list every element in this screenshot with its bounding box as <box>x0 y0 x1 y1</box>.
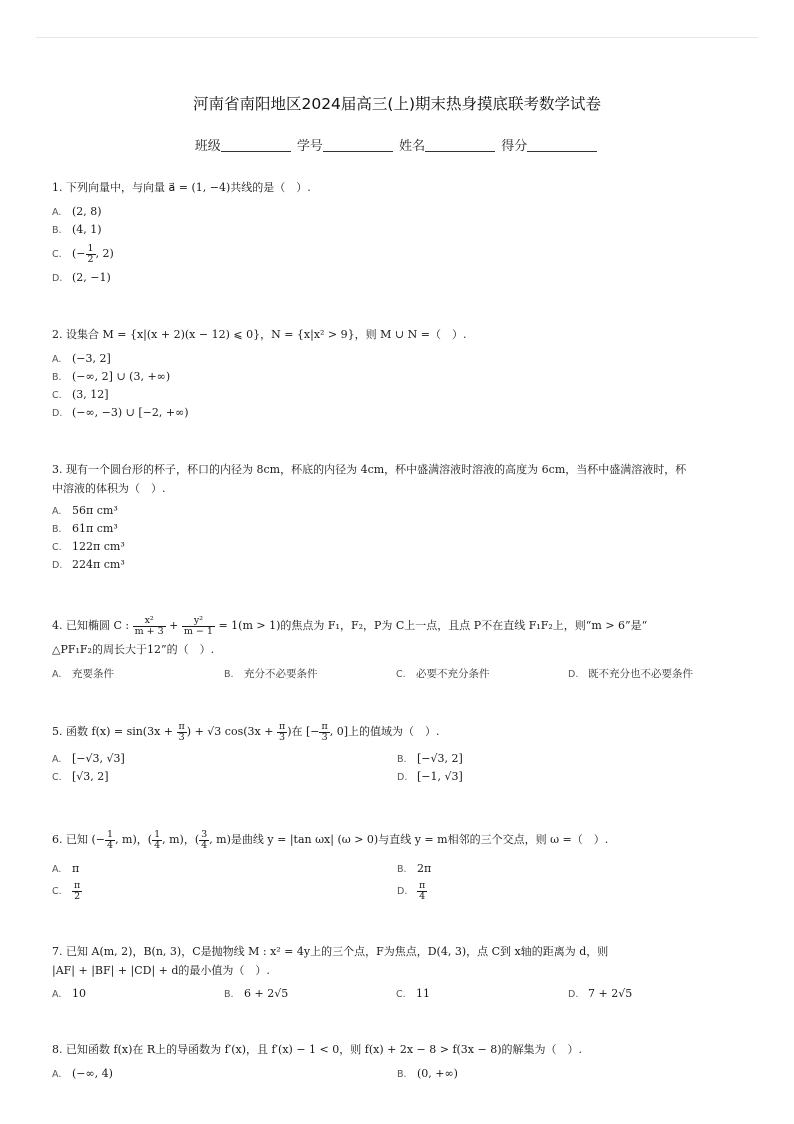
option-a[interactable]: A. (2, 8) <box>52 205 102 218</box>
question-5: 5. 函数 f(x) = sin(3x + $\frac{\pi}{3}$ ) + √3 cos(3x + $\frac{\pi}{3}$ )在 [− $\frac{\pi}{3}$ , 0]上的值域为（ ）. A. [−√3, √3] B. [−√3, 2] C. [√3, 2] D. [−1, √3] <box>52 718 752 786</box>
option-d[interactable]: D. (2, −1) <box>52 271 111 284</box>
top-divider <box>36 37 758 38</box>
option-c[interactable]: C. $\frac{\pi}{2}$ <box>52 879 81 902</box>
question-number: 4. <box>52 619 63 632</box>
class-label: 班级 <box>194 139 221 154</box>
question-7 <box>52 942 752 1003</box>
option-b[interactable]: B. [−√3, 2] <box>397 752 463 765</box>
question-4: 4. 已知椭圆 C : $\frac{\text{x²}}{m + 3}$ + $\frac{\text{y²}}{m - 1}$ = 1(m > 1)的焦点为 F₁，F₂，P为 C上一点，且点 P不在直线 F₁F₂上，则“m > 6”是“ △PF₁F₂的周长大于12”的（ ）. A. 充要条件 B. 充分不必要条件 C. 必要不充分条件 D. 既不充分也不必要条件 <box>52 612 752 683</box>
question-stem-continued: |AF| + |BF| + |CD| + d的最小值为（ ）. <box>52 964 270 977</box>
fraction: $\frac{\pi}{3}$ <box>278 720 286 743</box>
question-number: 7. <box>52 945 63 958</box>
question-number: 3. <box>52 463 63 476</box>
option-a[interactable]: A. 10 <box>52 987 86 1000</box>
fraction: $\frac{1}{4}$ <box>154 828 161 851</box>
option-b[interactable]: B. (−∞, 2] ∪ (3, +∞) <box>52 370 171 383</box>
score-label: 得分 <box>501 139 528 154</box>
question-number: 5. <box>52 725 63 738</box>
option-c[interactable]: C. (− $\frac{1}{2}$ , 2) <box>52 242 114 265</box>
name-blank[interactable] <box>425 151 495 152</box>
question-3 <box>52 460 752 574</box>
page-title: 河南省南阳地区2024届高三(上)期末热身摸底联考数学试卷 <box>192 95 602 113</box>
option-d[interactable]: D. $\frac{\pi}{4}$ <box>397 879 426 902</box>
option-d[interactable]: D. 7 + 2√5 <box>568 987 633 1000</box>
option-c[interactable]: C. 122π cm³ <box>52 540 125 553</box>
option-a[interactable]: A. [−√3, √3] <box>52 752 125 765</box>
question-stem-continued: 中溶液的体积为（ ）. <box>52 482 166 495</box>
student-id-blank[interactable] <box>323 151 393 152</box>
option-a[interactable]: A. 充要条件 <box>52 668 114 680</box>
question-6: 6. 已知 (− $\frac{1}{4}$ , m)，( $\frac{1}{4}$ , m)，( $\frac{3}{4}$ , m)是曲线 y = |tan ωx| (ω > 0)与直线 y = m相邻的三个交点，则 ω =（ ）. A. π B. 2π C. $\frac{\pi}{2}$ D. $\frac{\pi}{4}$ <box>52 826 752 904</box>
option-c[interactable]: C. [√3, 2] <box>52 770 109 783</box>
option-a[interactable]: A. (−∞, 4) <box>52 1067 113 1080</box>
option-a[interactable]: A. π <box>52 862 80 875</box>
question-number: 1. <box>52 181 63 194</box>
question-number: 6. <box>52 833 63 846</box>
question-number: 2. <box>52 328 63 341</box>
fraction: $\frac{\text{y²}}{m - 1}$ <box>183 614 213 637</box>
question-8 <box>52 1040 752 1083</box>
question-stem: 下列向量中，与向量 a⃗ = (1, −4)共线的是（ ）. <box>66 181 311 194</box>
option-d[interactable]: D. (−∞, −3) ∪ [−2, +∞) <box>52 406 189 419</box>
fraction: $\frac{\pi}{3}$ <box>178 720 185 743</box>
option-b[interactable]: B. 充分不必要条件 <box>224 668 318 680</box>
question-stem: 已知函数 f(x)在 R上的导函数为 f′(x)，且 f′(x) − 1 < 0，则 f(x) + 2x − 8 > f(3x − 8)的解集为（ ）. <box>66 1043 582 1056</box>
option-d[interactable]: D. 224π cm³ <box>52 558 125 571</box>
option-a[interactable]: A. (−3, 2] <box>52 352 111 365</box>
option-c[interactable]: C. 11 <box>396 987 430 1000</box>
question-number: 8. <box>52 1043 63 1056</box>
question-2 <box>52 325 752 422</box>
student-id-label: 学号 <box>296 139 323 154</box>
question-stem: 设集合 M = {x|(x + 2)(x − 12) ⩽ 0}，N = {x|x² > 9}，则 M ∪ N =（ ）. <box>66 328 467 341</box>
option-a[interactable]: A. 56π cm³ <box>52 504 118 517</box>
option-c[interactable]: C. 必要不充分条件 <box>396 668 490 680</box>
option-d[interactable]: D. 既不充分也不必要条件 <box>568 668 693 680</box>
question-stem-continued: △PF₁F₂的周长大于12”的（ ）. <box>52 643 215 656</box>
student-info-line <box>0 135 794 154</box>
class-blank[interactable] <box>221 151 291 152</box>
question-stem: 现有一个圆台形的杯子，杯口的内径为 8cm，杯底的内径为 4cm，杯中盛满溶液时溶液的高度为 6cm，当杯中盛满溶液时，杯 <box>66 463 687 476</box>
question-stem: 已知 A(m, 2)，B(n, 3)，C是抛物线 M : x² = 4y上的三个点，F为焦点，D(4, 3)，点 C到 x轴的距离为 d，则 <box>66 945 609 958</box>
option-d[interactable]: D. [−1, √3] <box>397 770 463 783</box>
score-blank[interactable] <box>527 151 597 152</box>
name-label: 姓名 <box>399 139 426 154</box>
question-1 <box>52 178 752 287</box>
fraction: $\frac{1}{4}$ <box>107 828 114 851</box>
fraction: $\frac{3}{4}$ <box>201 828 208 851</box>
option-b[interactable]: B. 2π <box>397 862 432 875</box>
option-b[interactable]: B. (0, +∞) <box>397 1067 458 1080</box>
fraction: $\frac{\text{x²}}{m + 3}$ <box>134 614 164 637</box>
option-c[interactable]: C. (3, 12] <box>52 388 109 401</box>
fraction: $\frac{\pi}{3}$ <box>321 720 328 743</box>
option-b[interactable]: B. 6 + 2√5 <box>224 987 289 1000</box>
option-b[interactable]: B. 61π cm³ <box>52 522 118 535</box>
option-b[interactable]: B. (4, 1) <box>52 223 102 236</box>
